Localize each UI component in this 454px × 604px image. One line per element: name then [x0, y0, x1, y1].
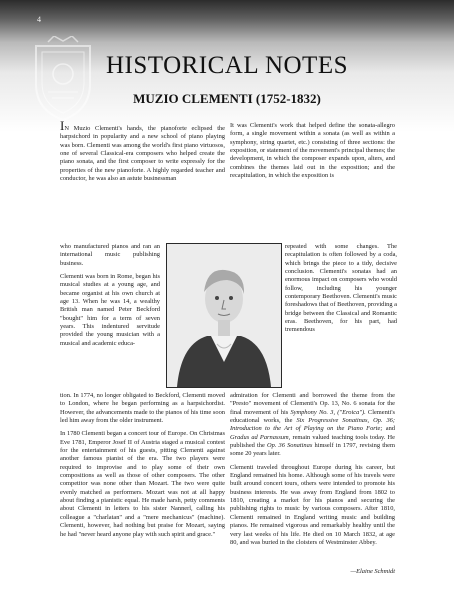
- right-paragraph-3: Clementi traveled throughout Europe during his career, but England remained his home. Although some of his travels were built around concert tours, others were intended to promote his business interests. He was away from England from 1802 to 1810, creating a market for his pianos and securing the publishing rights to music by various composers. After 1810, Clementi remained in England writing music and building pianos. He remained vigorous and remarkably healthy until the very last weeks of his life. He died on 10 March 1832, at age 80, and was buried in the cloisters of Westminster Abbey.: [230, 463, 395, 546]
- text-run: himself in 1797, revising them some 20 years later.: [230, 442, 395, 458]
- author-attribution: —Elaine Schmidt: [350, 568, 395, 575]
- text-italic: Gradus ad Parnassum,: [230, 433, 291, 441]
- left-paragraph-1: IN Muzio Clementi's hands, the pianoforte eclipsed the harpsichord in popularity and a new school of piano playing was born. Clementi was among the world's first piano virtuosos, one of several Classical-era composers who helped create the piano sonata, and the first composer to write expressly for the properties of the new pianoforte. A highly regarded teacher and conductor, he was also an astute businessman: [60, 118, 225, 183]
- left-wrap-text: [60, 243, 160, 353]
- text-run: admiration for Clementi and borrowed the theme from the "Presto" movement of Clementi's Op. 13, No. 6 sonata for the final movement of his: [230, 392, 395, 416]
- right-paragraph-2: [230, 392, 395, 459]
- right-lower-text: [230, 392, 395, 552]
- text-run: and: [382, 425, 396, 433]
- text-run: Clementi's educational works, the: [230, 408, 395, 425]
- left-wrap-paragraph-1: who manufactured pianos and ran an international music publishing business.: [60, 243, 160, 267]
- text-italic: Six Progressive Sonatinas, Op. 36; Introduction to the Art of Playing on the Piano Forte;: [230, 417, 395, 433]
- text-run: remain valued teaching tools today. He published the: [230, 433, 395, 450]
- right-column: [230, 122, 395, 185]
- left-column: [60, 118, 225, 188]
- left-wrap-paragraph-2: Clementi was born in Rome, began his musical studies at a young age, and became organist at his own church at age 13. When he was 14, a wealthy British man named Peter Beckford "bought" him for a term of seven years. This indentured servitude provided the young musician with a musical and academic educa-: [60, 273, 160, 347]
- right-wrap-paragraph: repeated with some changes. The recapitulation is often followed by a coda, which brings the piece to a tidy, decisive conclusion. Clementi's sonatas had an enormous impact on composers who would follow, including his younger contemporary Beethoven. Clementi's music foreshadows that of Beethoven, providing a bridge between the Classical and Romantic eras. Beethoven, for his part, had tremendous: [285, 243, 397, 334]
- page-number: 4: [37, 15, 41, 24]
- portrait-image: [166, 243, 282, 388]
- text-italic: Symphony No. 3, ("Eroica").: [290, 408, 366, 416]
- page-title: HISTORICAL NOTES: [105, 52, 349, 79]
- crest-watermark-icon: [28, 36, 98, 124]
- left-paragraph-3-cont: tion. In 1774, no longer obligated to Beckford, Clementi moved to London, where he began performing as a harpsichordist. However, the advancements made to the pianos of his time soon led him away from the older instrument.: [60, 392, 225, 425]
- text-italic: Op. 36 Sonatinas: [266, 442, 313, 450]
- article-subtitle: MUZIO CLEMENTI (1752-1832): [133, 91, 321, 106]
- right-paragraph-1: It was Clementi's work that helped define the sonata-allegro form, a single movement within a sonata (as well as within a symphony, string quartet, etc.) consisting of three sections: the exposition, or statement of the movement's principal themes; the development, in which the composer expands upon, alters, and combines the themes laid out in the exposition; and the recapitulation, in which the exposition is: [230, 122, 395, 180]
- right-wrap-text: [285, 243, 397, 335]
- left-paragraph-4: In 1780 Clementi began a concert tour of Europe. On Christmas Eve 1781, Emperor Josef II of Austria staged a musical contest for the entertainment of his guests, pitting Clementi against another famous pianist of the era. The two players were required to improvise and to play some of their own compositions as well as those of other composers. The other competitor was none other than Mozart. The two were quite evenly matched as performers. Mozart was not at all happy about finding a pianistic equal. He made harsh, petty comments about Clementi in letters to his sister Nannerl, calling his colleague a "charlatan" and a "mere mechanicus" (machine). Clementi, however, had nothing but praise for Mozart, saying he had "never heard anyone play with such spirit and grace.": [60, 430, 225, 538]
- clementi-portrait-icon: [167, 244, 281, 387]
- left-lower-text: [60, 392, 225, 544]
